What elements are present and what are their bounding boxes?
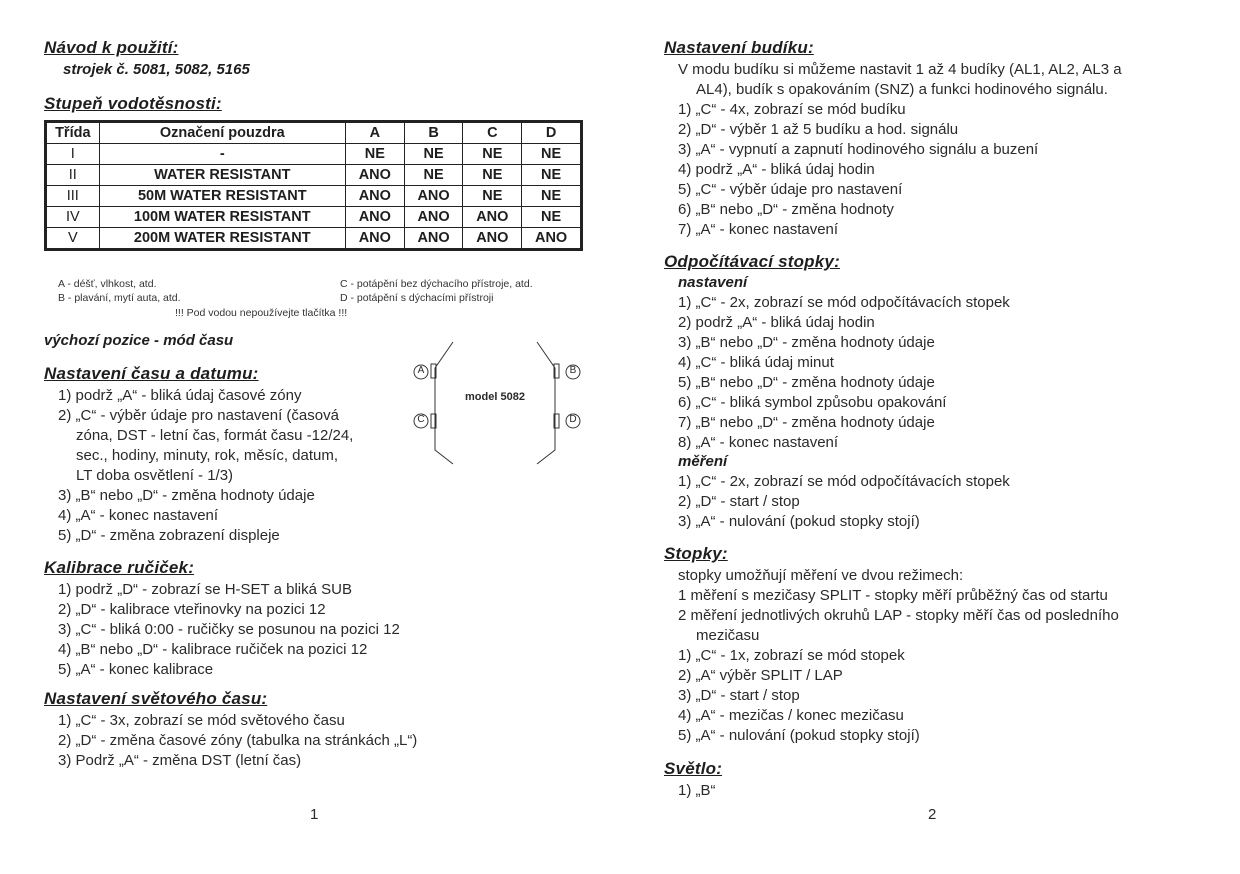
table-cell: ANO [345, 186, 404, 207]
step-line: 4) „C“ - bliká údaj minut [678, 354, 834, 371]
step-line: 1) „C“ - 3x, zobrazí se mód světového času [58, 712, 345, 729]
table-cell: I [46, 144, 100, 165]
countdown-measure-label: měření [678, 453, 728, 470]
water-resistance-heading: Stupeň vodotěsnosti: [44, 94, 222, 113]
step-line: 3) „A“ - nulování (pokud stopky stojí) [678, 513, 920, 530]
step-line: 3) „B“ nebo „D“ - změna hodnoty údaje [678, 334, 935, 351]
watch-diagram [405, 338, 585, 468]
table-cell: ANO [404, 207, 463, 228]
step-line: 6) „C“ - bliká symbol způsobu opakování [678, 394, 947, 411]
step-line: 2) „A“ výběr SPLIT / LAP [678, 667, 843, 684]
step-line: 3) „D“ - start / stop [678, 687, 800, 704]
water-resistance-table [44, 120, 583, 251]
table-cell: ANO [404, 228, 463, 250]
step-line: zóna, DST - letní čas, formát času -12/24, [76, 427, 354, 444]
step-line: stopky umožňují měření ve dvou režimech: [678, 567, 964, 584]
step-line: sec., hodiny, minuty, rok, měsíc, datum, [76, 447, 339, 464]
table-header-cell: C [463, 122, 522, 144]
table-cell: ANO [522, 228, 582, 250]
step-line: 2) „D“ - výběr 1 až 5 budíku a hod. signálu [678, 121, 959, 138]
step-line: 2) „C“ - výběr údaje pro nastavení (časová [58, 407, 339, 424]
table-header-cell: A [345, 122, 404, 144]
table-header-cell: B [404, 122, 463, 144]
step-line: 5) „A“ - konec kalibrace [58, 661, 214, 678]
intro-line: V modu budíku si můžeme nastavit 1 až 4 budíky (AL1, AL2, AL3 a [678, 61, 1122, 78]
countdown-heading: Odpočítávací stopky: [664, 252, 840, 271]
step-line: 5) „D“ - změna zobrazení displeje [58, 527, 280, 544]
step-line: 3) Podrž „A“ - změna DST (letní čas) [58, 752, 302, 769]
button-d-label: D [569, 414, 577, 425]
table-cell: IV [46, 207, 100, 228]
table-cell: III [46, 186, 100, 207]
time-date-steps [58, 386, 353, 546]
table-cell: NE [404, 165, 463, 186]
button-b-label: B [569, 365, 577, 376]
time-date-heading: Nastavení času a datumu: [44, 364, 259, 383]
step-line: 1 měření s mezičasy SPLIT - stopky měří průběžný čas od startu [678, 587, 1108, 604]
step-line: 1) „C“ - 2x, zobrazí se mód odpočítávacích stopek [678, 294, 1010, 311]
alarm-body [678, 60, 1122, 240]
step-line: 7) „A“ - konec nastavení [678, 221, 839, 238]
button-c-label: C [417, 414, 425, 425]
step-line: 2) „D“ - změna časové zóny (tabulka na stránkách „L“) [58, 732, 418, 749]
table-cell: NE [522, 144, 582, 165]
countdown-setting-label: nastavení [678, 274, 748, 291]
table-cell: - [99, 144, 345, 165]
step-line: 4) „B“ nebo „D“ - kalibrace ručiček na pozici 12 [58, 641, 368, 658]
table-header-cell: D [522, 122, 582, 144]
table-row [46, 165, 582, 186]
table-row [46, 207, 582, 228]
step-line: 4) „A“ - mezičas / konec mezičasu [678, 707, 904, 724]
table-cell: 100M WATER RESISTANT [99, 207, 345, 228]
legend-a: A - déšť, vlhkost, atd. [58, 278, 157, 290]
intro-line: AL4), budík s opakováním (SNZ) a funkci hodinového signálu. [696, 81, 1108, 98]
step-line: 1) „C“ - 4x, zobrazí se mód budíku [678, 101, 906, 118]
countdown-setting-steps [678, 293, 1010, 453]
table-cell: II [46, 165, 100, 186]
table-row [46, 144, 582, 165]
step-line: 6) „B“ nebo „D“ - změna hodnoty [678, 201, 894, 218]
light-heading: Světlo: [664, 759, 723, 778]
light-steps [678, 781, 716, 801]
table-cell: NE [404, 144, 463, 165]
default-position: výchozí pozice - mód času [44, 332, 234, 349]
world-time-heading: Nastavení světového času: [44, 689, 268, 708]
table-cell: NE [463, 186, 522, 207]
step-line: 1) „C“ - 1x, zobrazí se mód stopek [678, 647, 905, 664]
table-row [46, 186, 582, 207]
world-time-steps [58, 711, 417, 771]
table-row [46, 228, 582, 250]
legend-c: C - potápění bez dýchacího přístroje, atd. [340, 278, 533, 290]
step-line: 2) „D“ - kalibrace vteřinovky na pozici 12 [58, 601, 326, 618]
page1-subtitle: strojek č. 5081, 5082, 5165 [63, 61, 250, 78]
step-line: 5) „C“ - výběr údaje pro nastavení [678, 181, 903, 198]
step-line: 2 měření jednotlivých okruhů LAP - stopky měří čas od posledního [678, 607, 1119, 624]
table-cell: ANO [345, 207, 404, 228]
table-cell: ANO [463, 228, 522, 250]
stopwatch-heading: Stopky: [664, 544, 728, 563]
table-cell: NE [522, 207, 582, 228]
step-line: 2) podrž „A“ - bliká údaj hodin [678, 314, 875, 331]
button-a-label: A [417, 365, 425, 376]
table-cell: 50M WATER RESISTANT [99, 186, 345, 207]
step-line: 7) „B“ nebo „D“ - změna hodnoty údaje [678, 414, 935, 431]
table-cell: ANO [404, 186, 463, 207]
table-header-cell: Třída [46, 122, 100, 144]
page-number-1: 1 [310, 806, 319, 823]
step-line: 8) „A“ - konec nastavení [678, 434, 839, 451]
table-cell: ANO [463, 207, 522, 228]
step-line: 1) „B“ [678, 782, 716, 799]
watch-model-label: model 5082 [465, 391, 525, 403]
step-line: 1) podrž „A“ - bliká údaj časové zóny [58, 387, 302, 404]
step-line: 3) „A“ - vypnutí a zapnutí hodinového signálu a buzení [678, 141, 1039, 158]
legend-b: B - plavání, mytí auta, atd. [58, 292, 181, 304]
stopwatch-steps [678, 566, 1119, 746]
step-line: 3) „B“ nebo „D“ - změna hodnoty údaje [58, 487, 315, 504]
page1-title: Návod k použití: [44, 38, 179, 57]
step-line: 4) „A“ - konec nastavení [58, 507, 219, 524]
legend-d: D - potápění s dýchacími přístroji [340, 292, 494, 304]
table-cell: NE [522, 165, 582, 186]
step-line: 5) „B“ nebo „D“ - změna hodnoty údaje [678, 374, 935, 391]
step-line: 3) „C“ - bliká 0:00 - ručičky se posunou na pozici 12 [58, 621, 400, 638]
table-cell: 200M WATER RESISTANT [99, 228, 345, 250]
table-cell: V [46, 228, 100, 250]
page-number-2: 2 [928, 806, 937, 823]
alarm-heading: Nastavení budíku: [664, 38, 814, 57]
step-line: 4) podrž „A“ - bliká údaj hodin [678, 161, 875, 178]
step-line: 5) „A“ - nulování (pokud stopky stojí) [678, 727, 920, 744]
table-cell: NE [463, 165, 522, 186]
table-cell: WATER RESISTANT [99, 165, 345, 186]
step-line: LT doba osvětlení - 1/3) [76, 467, 234, 484]
step-line: 2) „D“ - start / stop [678, 493, 800, 510]
step-line: mezičasu [696, 627, 760, 644]
calibration-heading: Kalibrace ručiček: [44, 558, 195, 577]
countdown-measure-steps [678, 472, 1010, 532]
calibration-steps [58, 580, 400, 680]
table-cell: ANO [345, 228, 404, 250]
table-cell: NE [345, 144, 404, 165]
step-line: 1) podrž „D“ - zobrazí se H-SET a bliká SUB [58, 581, 352, 598]
legend-warning: !!! Pod vodou nepoužívejte tlačítka !!! [175, 307, 348, 319]
table-header-row [46, 122, 582, 144]
table-header-cell: Označení pouzdra [99, 122, 345, 144]
table-cell: NE [463, 144, 522, 165]
table-cell: NE [522, 186, 582, 207]
table-cell: ANO [345, 165, 404, 186]
step-line: 1) „C“ - 2x, zobrazí se mód odpočítávacích stopek [678, 473, 1010, 490]
